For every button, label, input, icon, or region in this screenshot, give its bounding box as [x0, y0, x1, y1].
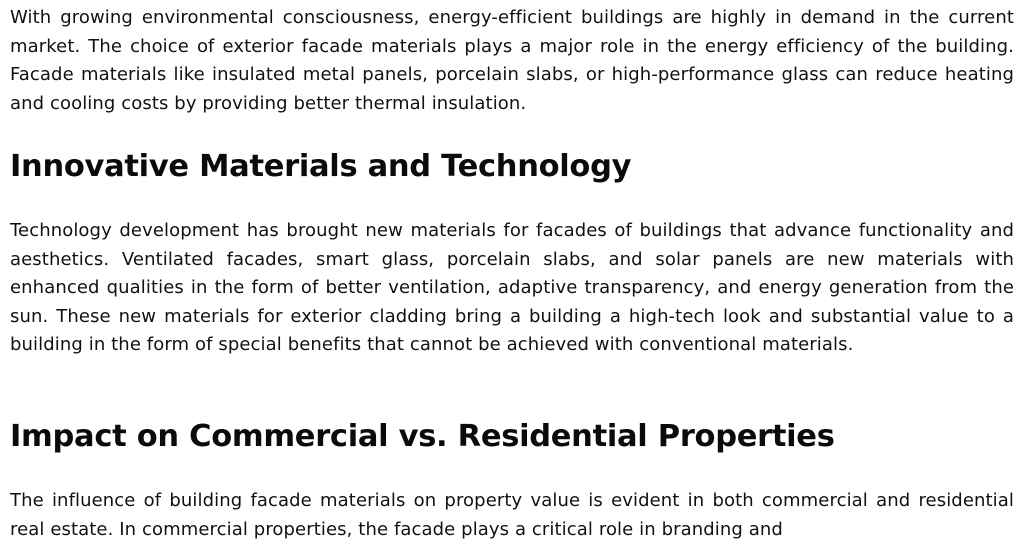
heading-innovative-materials: Innovative Materials and Technology: [10, 149, 632, 184]
heading-commercial-vs-residential: Impact on Commercial vs. Residential Properties: [10, 419, 835, 454]
paragraph-innovative-materials: Technology development has brought new materials for facades of buildings that advance functionality and aesthetics. Ventilated facades, smart glass, porcelain slabs, and solar panels are new materials with enhanced qualities in the form of better ventilation, adaptive transparency, and energy generation from the sun. These new materials for exterior cladding bring a building a high-tech look and substantial value to a building in the form of special benefits that cannot be achieved with conventional materials.: [10, 220, 1014, 355]
paragraph-energy-efficiency: With growing environmental consciousness, energy-efficient buildings are highly in demand in the current market. The choice of exterior facade materials plays a major role in the energy efficiency of the building. Facade materials like insulated metal panels, porcelain slabs, or high-performance glass can reduce heating and cooling costs by providing better thermal insulation.: [10, 7, 1014, 114]
paragraph-commercial-vs-residential: The influence of building facade materials on property value is evident in both commercial and residential real estate. In commercial properties, the facade plays a critical role in branding and: [10, 490, 1014, 540]
